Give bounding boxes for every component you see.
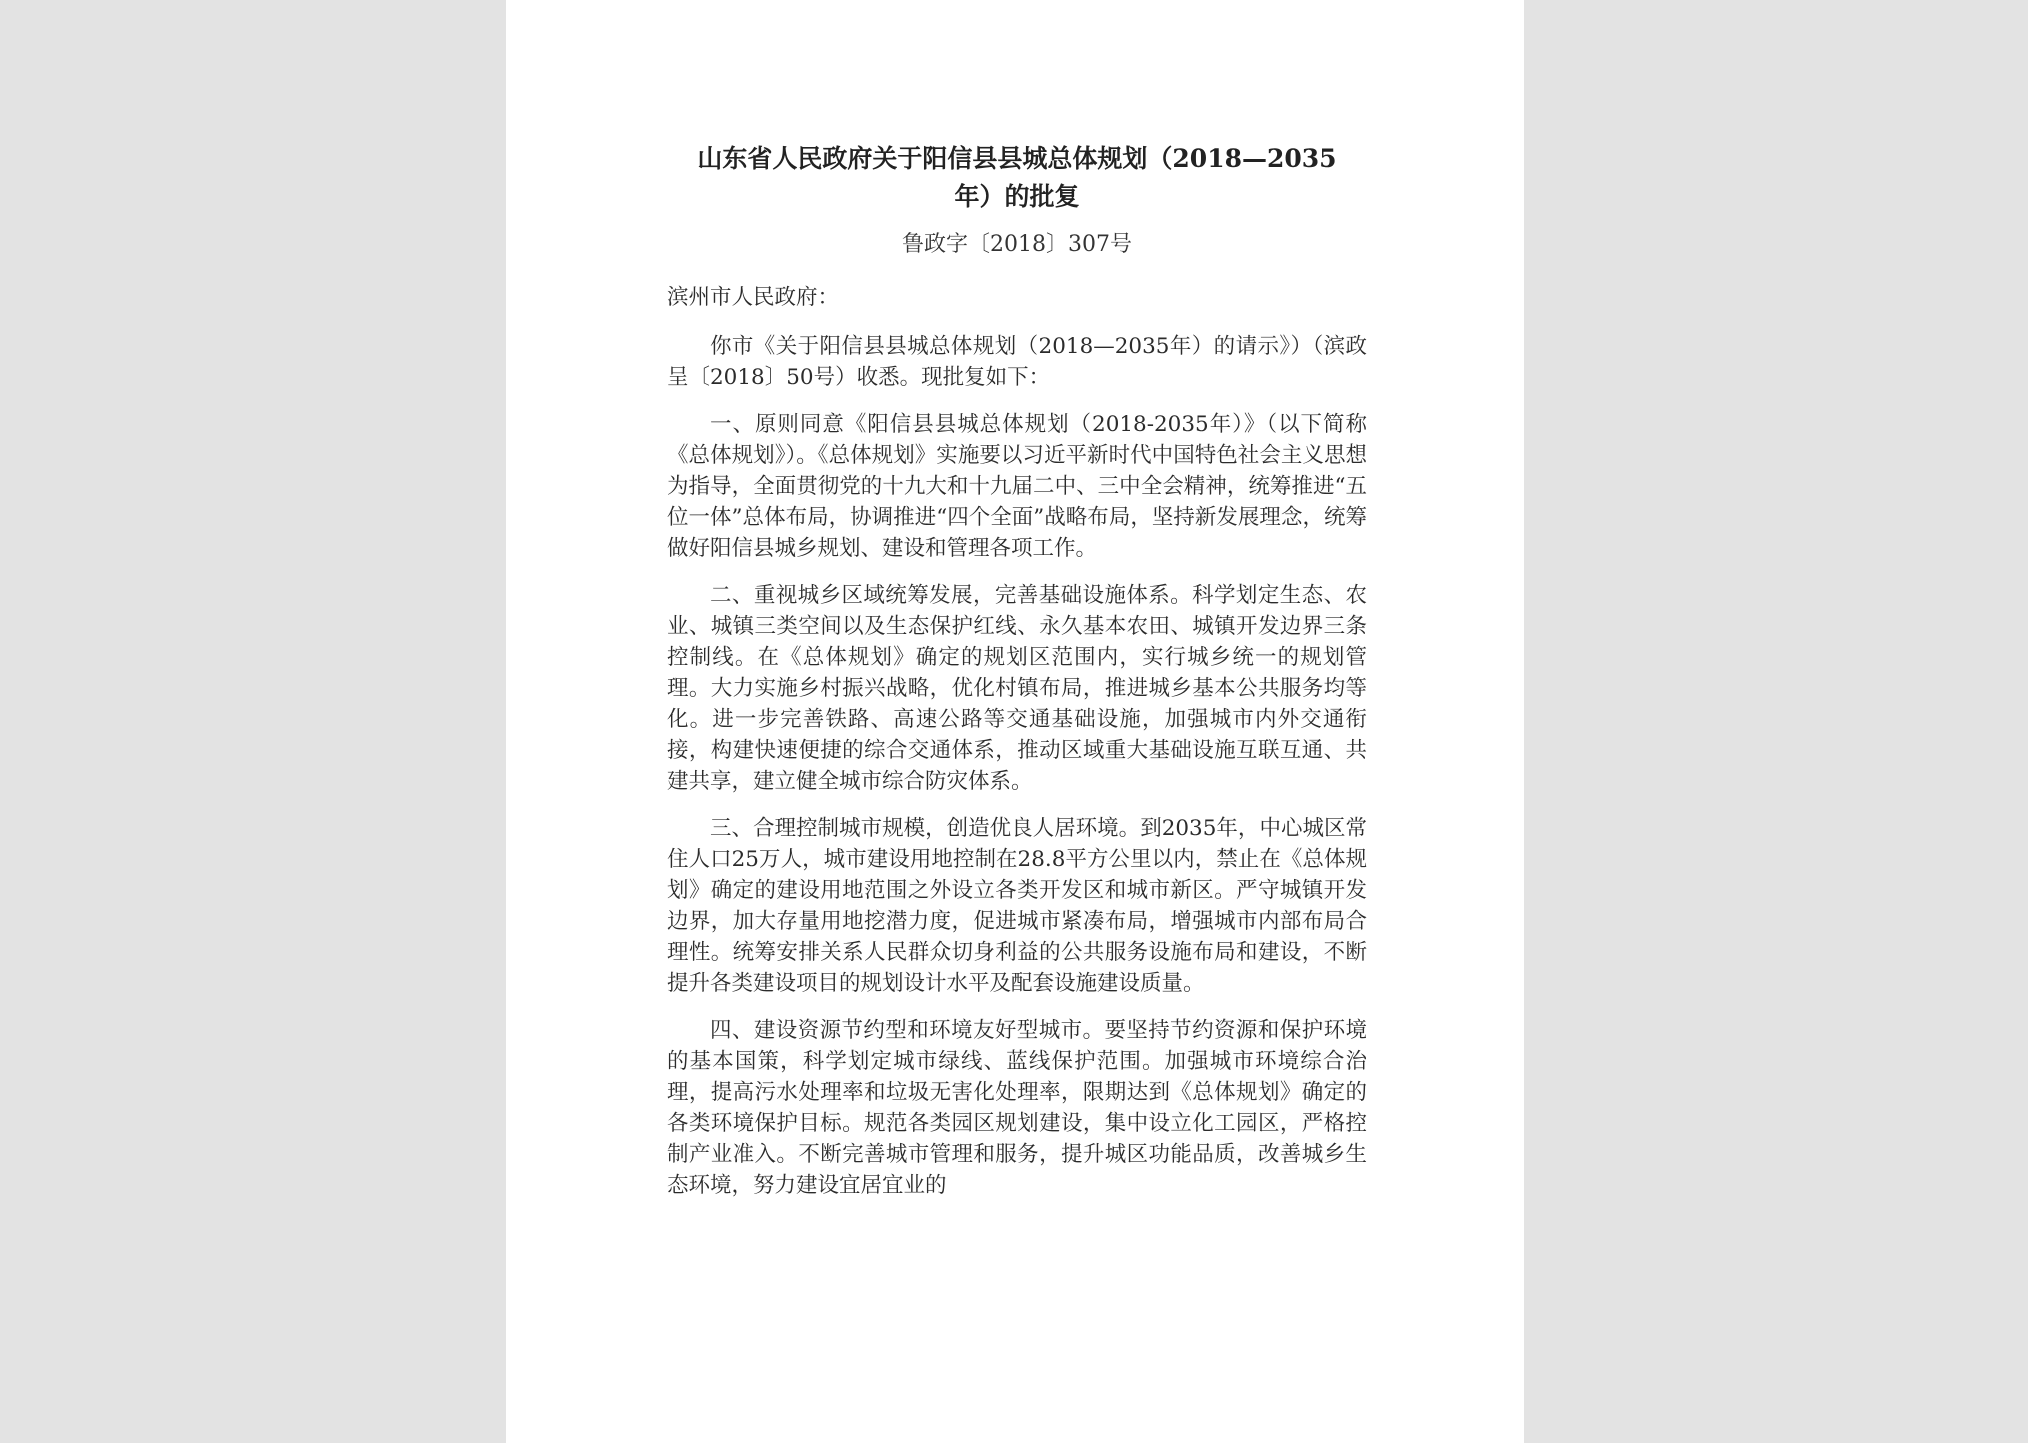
- document-page: [506, 0, 1524, 1443]
- paragraph-1: 一、原则同意《阳信县县城总体规划（2018-2035年）》（以下简称《总体规划》）。《总体规划》实施要以习近平新时代中国特色社会主义思想为指导，全面贯彻党的十九大和十九届二中、三中全会精神，统筹推进“五位一体”总体布局，协调推进“四个全面”战略布局，坚持新发展理念，统筹做好阳信县城乡规划、建设和管理各项工作。: [667, 412, 1367, 561]
- paragraph-2: 二、重视城乡区域统筹发展，完善基础设施体系。科学划定生态、农业、城镇三类空间以及生态保护红线、永久基本农田、城镇开发边界三条控制线。在《总体规划》确定的规划区范围内，实行城乡统一的规划管理。大力实施乡村振兴战略，优化村镇布局，推进城乡基本公共服务均等化。进一步完善铁路、高速公路等交通基础设施，加强城市内外交通衔接，构建快速便捷的综合交通体系，推动区域重大基础设施互联互通、共建共享，建立健全城市综合防灾体系。: [667, 583, 1367, 794]
- document-body: [667, 140, 1367, 1201]
- title-line-1: 山东省人民政府关于阳信县县城总体规划（2018—2035: [697, 144, 1337, 173]
- paragraph-intro: 你市《关于阳信县县城总体规划（2018—2035年）的请示》）（滨政呈〔2018〕50号）收悉。现批复如下：: [667, 334, 1367, 390]
- paragraph-4: 四、建设资源节约型和环境友好型城市。要坚持节约资源和保护环境的基本国策，科学划定城市绿线、蓝线保护范围。加强城市环境综合治理，提高污水处理率和垃圾无害化处理率，限期达到《总体规划》确定的各类环境保护目标。规范各类园区规划建设，集中设立化工园区，严格控制产业准入。不断完善城市管理和服务，提升城区功能品质，改善城乡生态环境，努力建设宜居宜业的: [667, 1018, 1367, 1198]
- title-line-2: 年）的批复: [954, 182, 1080, 211]
- document-title: [667, 140, 1367, 216]
- document-number: 鲁政字〔2018〕307号: [902, 232, 1132, 257]
- addressee: 滨州市人民政府：: [667, 285, 840, 310]
- paragraph-3: 三、合理控制城市规模，创造优良人居环境。到2035年，中心城区常住人口25万人，城市建设用地控制在28.8平方公里以内，禁止在《总体规划》确定的建设用地范围之外设立各类开发区和城市新区。严守城镇开发边界，加大存量用地挖潜力度，促进城市紧凑布局，增强城市内部布局合理性。统筹安排关系人民群众切身利益的公共服务设施布局和建设，不断提升各类建设项目的规划设计水平及配套设施建设质量。: [667, 816, 1367, 996]
